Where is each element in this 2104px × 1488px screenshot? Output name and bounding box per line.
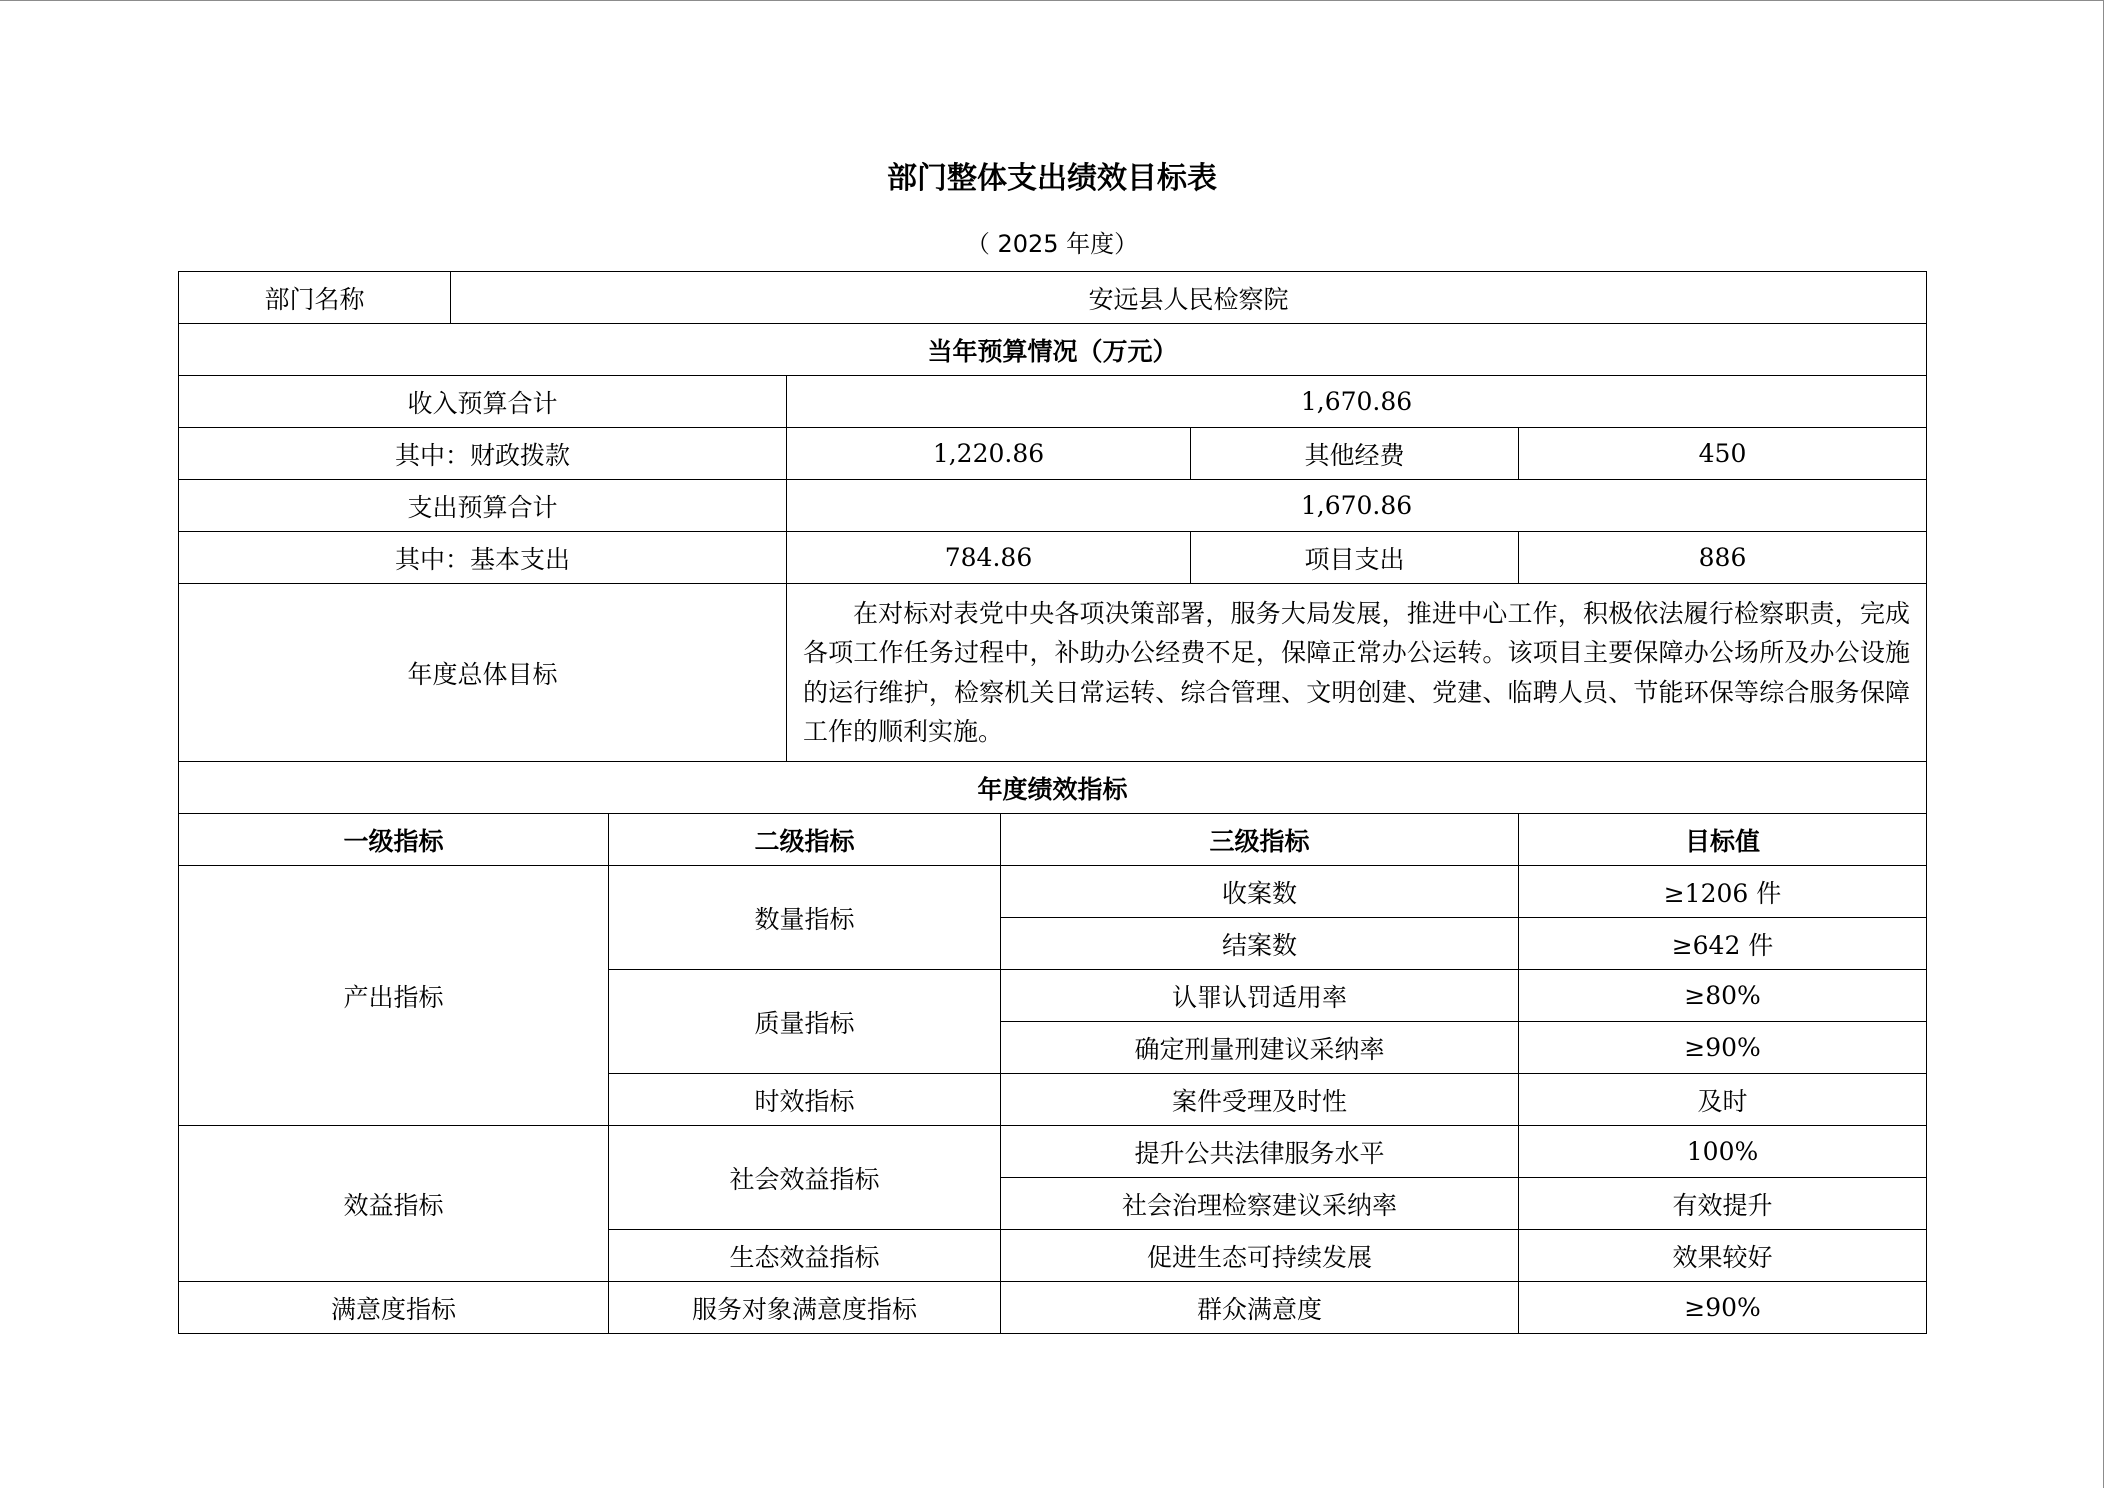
level3-cell: 确定刑量刑建议采纳率 [1001,1022,1519,1074]
table-row-expense-detail [179,532,1927,584]
table-row [179,1126,1927,1178]
other-label-cell: 其他经费 [1191,428,1519,480]
document-title: 部门整体支出绩效目标表 [887,161,1217,196]
other-value-cell: 450 [1519,428,1927,480]
target-value-cell: ≥90% [1519,1022,1927,1074]
goal-label-cell: 年度总体目标 [179,584,787,762]
level2-eco-benefit-cell: 生态效益指标 [609,1230,1001,1282]
level3-cell: 收案数 [1001,866,1519,918]
basic-value-cell: 784.86 [787,532,1191,584]
target-value-cell: ≥1206 件 [1519,866,1927,918]
table-row [179,1282,1927,1334]
level2-timeliness-cell: 时效指标 [609,1074,1001,1126]
expense-total-value-cell: 1,670.86 [787,480,1927,532]
level1-benefit-cell: 效益指标 [179,1126,609,1282]
column-header-level2: 二级指标 [609,814,1001,866]
level1-satisfaction-cell: 满意度指标 [179,1282,609,1334]
level3-cell: 群众满意度 [1001,1282,1519,1334]
performance-target-table [178,271,1927,1334]
table-body [179,272,1927,1334]
level3-cell: 案件受理及时性 [1001,1074,1519,1126]
table-row-column-headers [179,814,1927,866]
level2-quantity-cell: 数量指标 [609,866,1001,970]
table-row-budget-header [179,324,1927,376]
basic-label-cell: 其中：基本支出 [179,532,787,584]
column-header-target: 目标值 [1519,814,1927,866]
table-row-dept [179,272,1927,324]
table-row [179,866,1927,918]
level2-quality-cell: 质量指标 [609,970,1001,1074]
target-value-cell: 有效提升 [1519,1178,1927,1230]
level3-cell: 结案数 [1001,918,1519,970]
target-value-cell: 及时 [1519,1074,1927,1126]
income-total-label-cell: 收入预算合计 [179,376,787,428]
level2-social-benefit-cell: 社会效益指标 [609,1126,1001,1230]
table-row-expense-total [179,480,1927,532]
column-header-level3: 三级指标 [1001,814,1519,866]
dept-label-cell: 部门名称 [179,272,451,324]
level3-cell: 社会治理检察建议采纳率 [1001,1178,1519,1230]
goal-text-cell: 在对标对表党中央各项决策部署，服务大局发展，推进中心工作，积极依法履行检察职责，完成各项工作任务过程中，补助办公经费不足，保障正常办公运转。该项目主要保障办公场所及办公设施的运行维护，检察机关日常运转、综合管理、文明创建、党建、临聘人员、节能环保等综合服务保障工作的顺利实施。 [787,584,1927,762]
perf-header-cell: 年度绩效指标 [179,762,1927,814]
target-value-cell: 100% [1519,1126,1927,1178]
target-value-cell: 效果较好 [1519,1230,1927,1282]
project-label-cell: 项目支出 [1191,532,1519,584]
expense-total-label-cell: 支出预算合计 [179,480,787,532]
level3-cell: 认罪认罚适用率 [1001,970,1519,1022]
fiscal-value-cell: 1,220.86 [787,428,1191,480]
level2-service-satisfaction-cell: 服务对象满意度指标 [609,1282,1001,1334]
dept-name-cell: 安远县人民检察院 [451,272,1927,324]
table-row-income-total [179,376,1927,428]
target-value-cell: ≥80% [1519,970,1927,1022]
level3-cell: 提升公共法律服务水平 [1001,1126,1519,1178]
table-row-income-detail [179,428,1927,480]
level1-output-cell: 产出指标 [179,866,609,1126]
budget-header-cell: 当年预算情况（万元） [179,324,1927,376]
table-row-annual-goal [179,584,1927,762]
document-year: （ 2025 年度） [965,230,1139,258]
level3-cell: 促进生态可持续发展 [1001,1230,1519,1282]
target-value-cell: ≥90% [1519,1282,1927,1334]
column-header-level1: 一级指标 [179,814,609,866]
fiscal-label-cell: 其中：财政拨款 [179,428,787,480]
table-row-perf-header [179,762,1927,814]
target-value-cell: ≥642 件 [1519,918,1927,970]
project-value-cell: 886 [1519,532,1927,584]
income-total-value-cell: 1,670.86 [787,376,1927,428]
